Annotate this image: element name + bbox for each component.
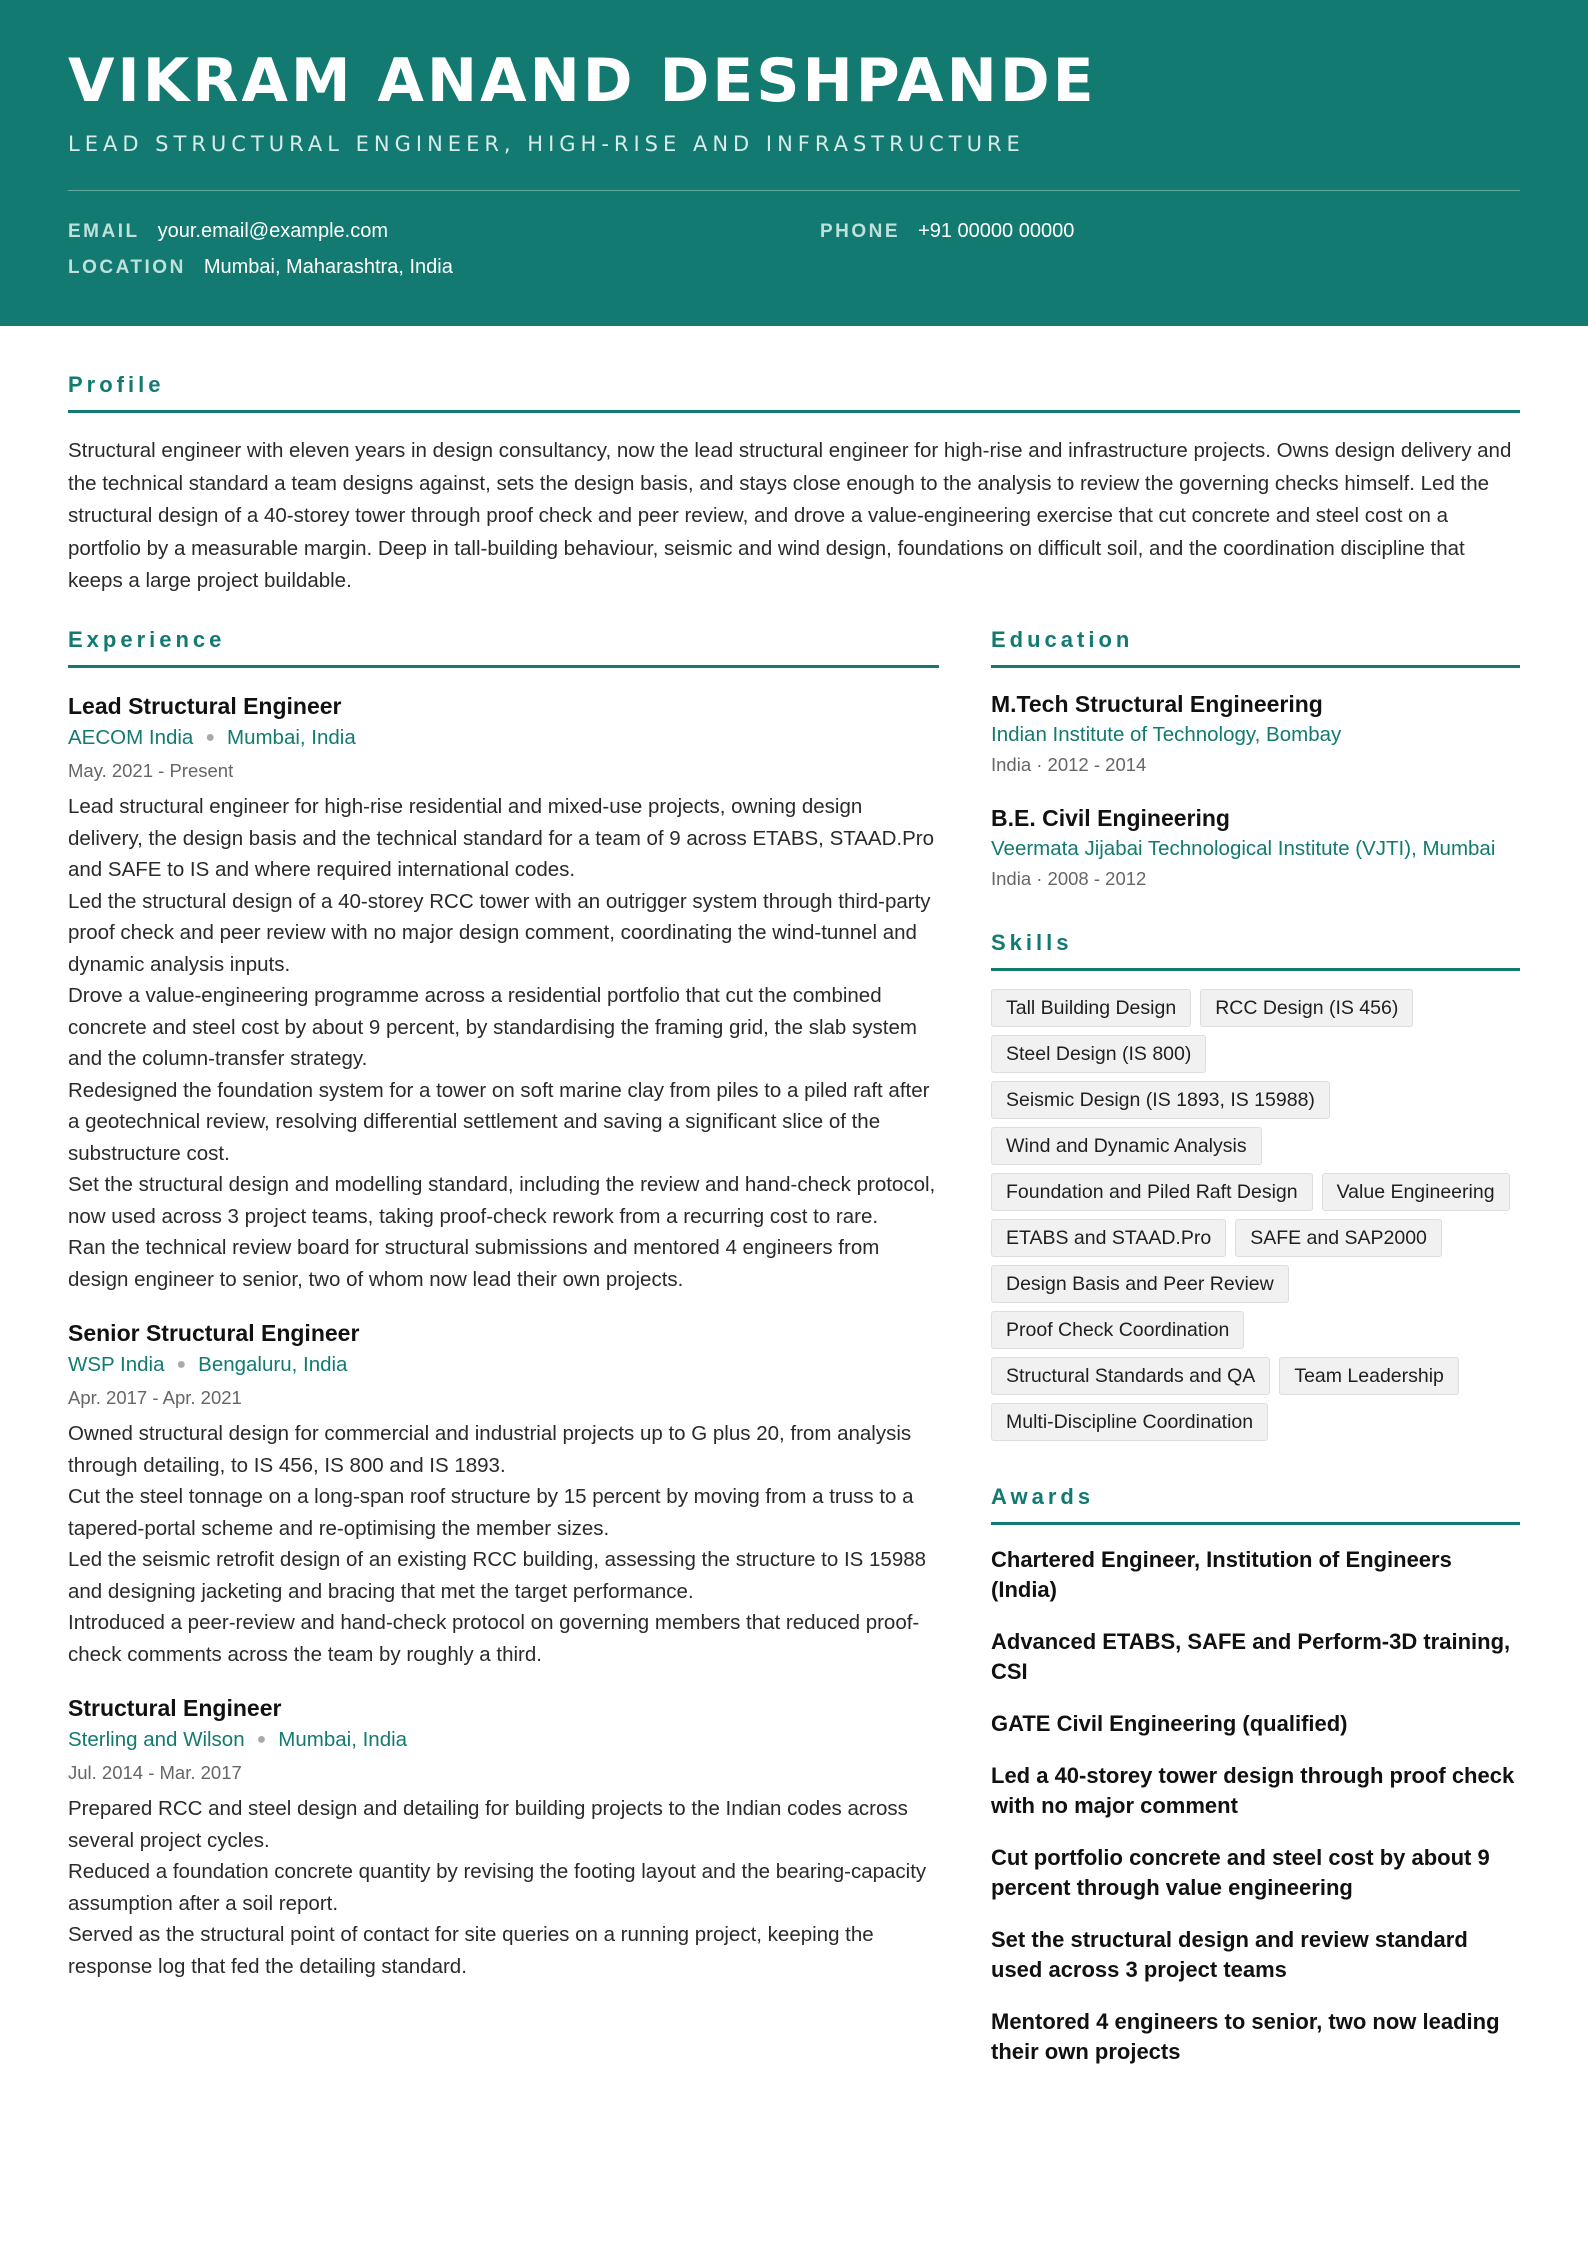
edu-school: Veermata Jijabai Technological Institute (VJTI), Mumbai bbox=[991, 837, 1496, 860]
job-company-line bbox=[68, 1724, 939, 1758]
job-company: AECOM India bbox=[68, 726, 194, 749]
phone-label: PHONE bbox=[820, 221, 901, 242]
job-entry bbox=[68, 1317, 939, 1670]
skills-section bbox=[991, 930, 1520, 1441]
award-item: Chartered Engineer, Institution of Engineers (India) bbox=[991, 1547, 1452, 1602]
skill-chip: Wind and Dynamic Analysis bbox=[991, 1127, 1262, 1165]
skill-chip: Foundation and Piled Raft Design bbox=[991, 1173, 1313, 1211]
awards-list bbox=[991, 1545, 1520, 2067]
location-value: Mumbai, Maharashtra, India bbox=[203, 256, 453, 278]
job-company: WSP India bbox=[68, 1353, 165, 1376]
job-entry bbox=[68, 690, 939, 1295]
job-title: Senior Structural Engineer bbox=[68, 1320, 360, 1346]
skill-chip: SAFE and SAP2000 bbox=[1235, 1219, 1442, 1257]
contact-phone bbox=[820, 220, 1074, 243]
separator-dot-icon: ● bbox=[176, 1356, 187, 1373]
separator-dot-icon: ● bbox=[205, 729, 215, 746]
award-item: Set the structural design and review standard used across 3 project teams bbox=[991, 1927, 1468, 1982]
job-title: Structural Engineer bbox=[68, 1695, 282, 1721]
job-company: Sterling and Wilson bbox=[68, 1728, 245, 1751]
job-bullet: Lead structural engineer for high-rise residential and mixed-use projects, owning design delivery, the design basis and the technical standard for a team of 9 across ETABS, STAAD.Pro and SAFE to IS and where required international codes. bbox=[68, 795, 934, 881]
experience-heading: Experience bbox=[68, 627, 939, 668]
job-location: Mumbai, India bbox=[227, 726, 356, 749]
award-item: GATE Civil Engineering (qualified) bbox=[991, 1711, 1348, 1736]
education-heading: Education bbox=[991, 627, 1520, 668]
experience-section bbox=[68, 627, 939, 1982]
skill-chip: Seismic Design (IS 1893, IS 15988) bbox=[991, 1081, 1330, 1119]
skills-heading: Skills bbox=[991, 930, 1520, 971]
skill-chip: ETABS and STAAD.Pro bbox=[991, 1219, 1226, 1257]
candidate-title: LEAD STRUCTURAL ENGINEER, HIGH-RISE AND INFRASTRUCTURE bbox=[68, 132, 1025, 156]
job-location: Mumbai, India bbox=[278, 1728, 408, 1751]
job-bullet: Led the structural design of a 40-storey RCC tower with an outrigger system through third-party proof check and peer review with no major design comment, coordinating the wind-tunnel and dynamic analysis inputs. bbox=[68, 889, 931, 976]
profile-heading: Profile bbox=[68, 372, 1520, 413]
email-label: EMAIL bbox=[68, 221, 140, 242]
job-bullet: Led the seismic retrofit design of an existing RCC building, assessing the structure to IS 15988 and designing jacketing and bracing that met the target performance. bbox=[68, 1548, 927, 1603]
phone-value[interactable]: +91 00000 00000 bbox=[918, 220, 1075, 242]
job-bullet: Served as the structural point of contact for site queries on a running project, keeping the response log that fed the detailing standard. bbox=[68, 1923, 874, 1978]
skill-chip: Value Engineering bbox=[1322, 1173, 1510, 1211]
email-value[interactable]: your.email@example.com bbox=[157, 220, 388, 242]
job-bullets bbox=[68, 1793, 939, 1982]
job-dates: Apr. 2017 - Apr. 2021 bbox=[68, 1387, 242, 1408]
award-item: Cut portfolio concrete and steel cost by about 9 percent through value engineering bbox=[991, 1845, 1490, 1900]
job-company-line bbox=[68, 1349, 939, 1383]
separator-dot-icon: ● bbox=[256, 1731, 267, 1748]
education-entry bbox=[991, 802, 1520, 894]
edu-degree: M.Tech Structural Engineering bbox=[991, 691, 1323, 717]
edu-school: Indian Institute of Technology, Bombay bbox=[991, 723, 1342, 746]
header-divider bbox=[68, 190, 1520, 191]
job-dates: Jul. 2014 - Mar. 2017 bbox=[68, 1762, 242, 1783]
skill-chip: Multi-Discipline Coordination bbox=[991, 1403, 1268, 1441]
awards-section bbox=[991, 1484, 1520, 2067]
job-bullets bbox=[68, 791, 939, 1295]
job-bullet: Reduced a foundation concrete quantity by revising the footing layout and the bearing-capacity assumption after a soil report. bbox=[68, 1860, 927, 1915]
job-bullet: Introduced a peer-review and hand-check protocol on governing members that reduced proof-check comments across the team by roughly a third. bbox=[68, 1611, 920, 1666]
job-bullets bbox=[68, 1418, 939, 1670]
contact-email bbox=[68, 220, 388, 243]
job-bullet: Set the structural design and modelling standard, including the review and hand-check protocol, now used across 3 project teams, taking proof-check rework from a recurring cost to rare. bbox=[68, 1173, 936, 1228]
contact-location bbox=[68, 256, 453, 279]
awards-heading: Awards bbox=[991, 1484, 1520, 1525]
education-entry bbox=[991, 688, 1520, 780]
skill-chip: Steel Design (IS 800) bbox=[991, 1035, 1206, 1073]
award-item: Led a 40-storey tower design through proof check with no major comment bbox=[991, 1763, 1515, 1818]
job-title: Lead Structural Engineer bbox=[68, 693, 342, 719]
resume-header bbox=[0, 0, 1588, 326]
education-section bbox=[991, 627, 1520, 894]
job-bullet: Redesigned the foundation system for a tower on soft marine clay from piles to a piled raft after a geotechnical review, resolving differential settlement and saving a significant slice of the substructure cost. bbox=[68, 1078, 930, 1165]
job-location: Bengaluru, India bbox=[198, 1353, 348, 1376]
edu-meta: India · 2012 - 2014 bbox=[991, 754, 1147, 775]
skill-chip: Structural Standards and QA bbox=[991, 1357, 1270, 1395]
location-label: LOCATION bbox=[68, 257, 186, 278]
skill-chip: Proof Check Coordination bbox=[991, 1311, 1244, 1349]
job-bullet: Ran the technical review board for structural submissions and mentored 4 engineers from design engineer to senior, two of whom now lead their own projects. bbox=[68, 1236, 880, 1291]
candidate-name: VIKRAM ANAND DESHPANDE bbox=[68, 46, 1097, 116]
award-item: Mentored 4 engineers to senior, two now leading their own projects bbox=[991, 2009, 1500, 2064]
skills-list bbox=[991, 989, 1520, 1441]
profile-text: Structural engineer with eleven years in design consultancy, now the lead structural engineer for high-rise and infrastructure projects. Owns design delivery and the technical standard a team designs against, sets the design basis, and stays close enough to the analysis to review the governing checks himself. Led the structural design of a 40-storey tower through proof check and peer review, and drove a value-engineering exercise that cut concrete and steel cost on a portfolio by a measurable margin. Deep in tall-building behaviour, seismic and wind design, foundations on difficult soil, and the coordination discipline that keeps a large project buildable. bbox=[68, 439, 1512, 592]
job-bullet: Cut the steel tonnage on a long-span roof structure by 15 percent by moving from a truss to a tapered-portal scheme and re-optimising the member sizes. bbox=[68, 1485, 914, 1540]
job-entry bbox=[68, 1692, 939, 1982]
skill-chip: Design Basis and Peer Review bbox=[991, 1265, 1289, 1303]
job-bullet: Drove a value-engineering programme across a residential portfolio that cut the combined concrete and steel cost by about 9 percent, by standardising the framing grid, the slab system and the column-transfer strategy. bbox=[68, 984, 917, 1070]
award-item: Advanced ETABS, SAFE and Perform-3D training, CSI bbox=[991, 1629, 1511, 1684]
sidebar-column bbox=[991, 627, 1520, 2067]
job-bullet: Prepared RCC and steel design and detailing for building projects to the Indian codes across several project cycles. bbox=[68, 1797, 908, 1852]
edu-meta: India · 2008 - 2012 bbox=[991, 868, 1147, 889]
skill-chip: Tall Building Design bbox=[991, 989, 1191, 1027]
profile-section bbox=[68, 372, 1520, 598]
job-company-line bbox=[68, 722, 939, 756]
skill-chip: RCC Design (IS 456) bbox=[1200, 989, 1413, 1027]
skill-chip: Team Leadership bbox=[1279, 1357, 1459, 1395]
job-bullet: Owned structural design for commercial and industrial projects up to G plus 20, from analysis through detailing, to IS 456, IS 800 and IS 1893. bbox=[68, 1422, 912, 1477]
edu-degree: B.E. Civil Engineering bbox=[991, 805, 1230, 831]
job-dates: May. 2021 - Present bbox=[68, 760, 234, 781]
